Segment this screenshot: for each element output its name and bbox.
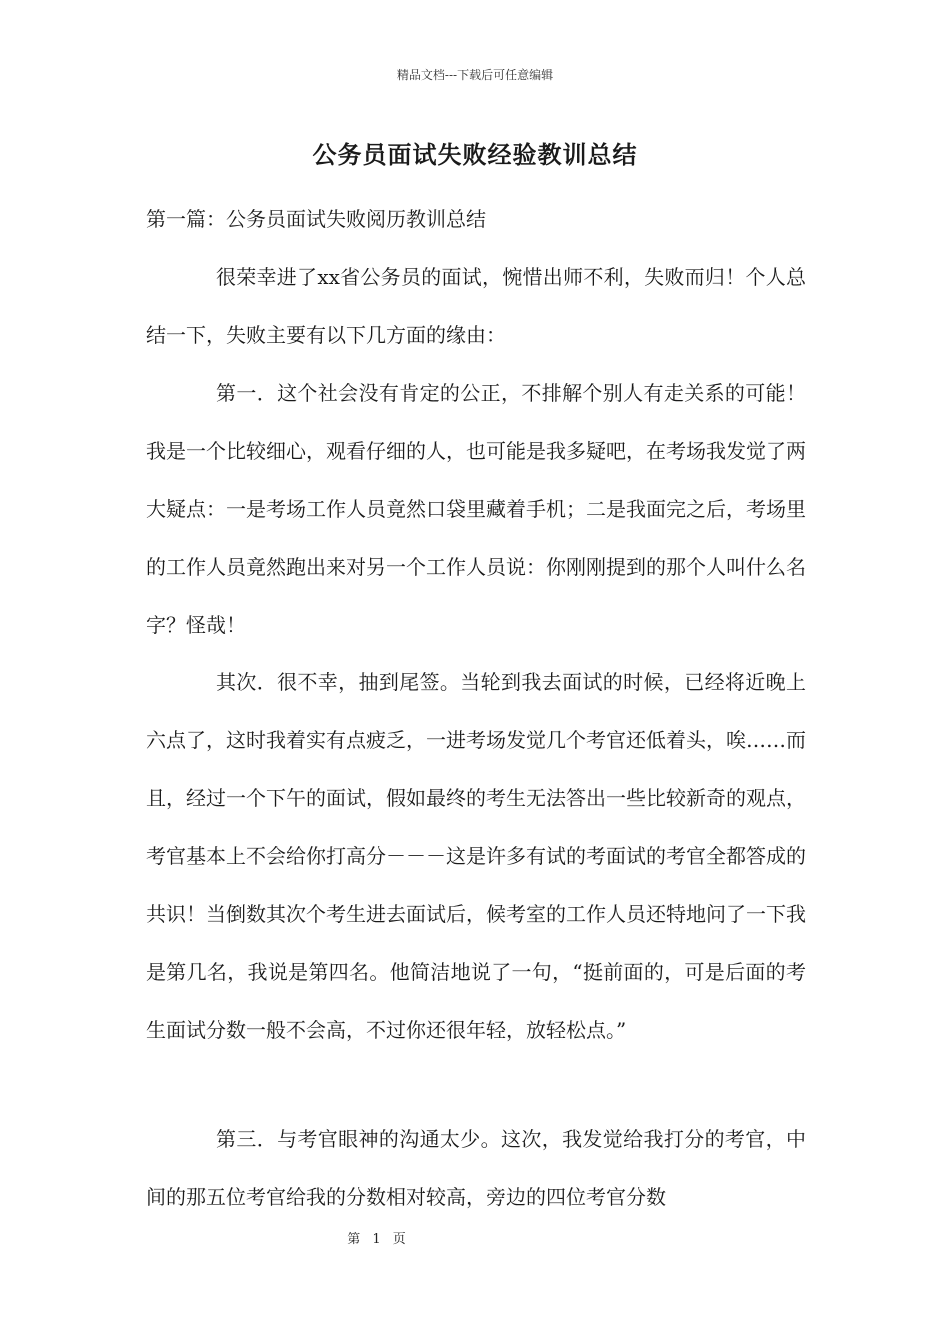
paragraph-4: 第三．与考官眼神的沟通太少。这次，我发觉给我打分的考官，中间的那五位考官给我的分数相对较高，旁边的四位考官分数: [146, 1127, 806, 1209]
paragraph-3: 其次．很不幸，抽到尾签。当轮到我去面试的时候，已经将近晚上六点了，这时我着实有点疲乏，一进考场发觉几个考官还低着头，唉……而且，经过一个下午的面试，假如最终的考生无法答出一些比较新奇的观点，考官基本上不会给你打高分－－－这是许多有试的考面试的考官全都答成的共识！当倒数其次个考生进去面试后，候考室的工作人员还特地问了一下我是第几名，我说是第四名。他简洁地说了一句，“挺前面的，可是后面的考生面试分数一般不会高，不过你还很年轻，放轻松点。”: [146, 670, 806, 1042]
footer-prefix: 第: [347, 1232, 361, 1247]
paragraph-1: 很荣幸进了xx省公务员的面试，惋惜出师不利，失败而归！个人总结一下，失败主要有以下几方面的缘由：: [146, 265, 806, 347]
body-section-1: [146, 248, 806, 364]
body-section-4: [146, 1110, 806, 1226]
body-section-3: [146, 653, 806, 1059]
body-section-2: [146, 364, 806, 654]
document-title: 公务员面试失败经验教训总结: [312, 141, 638, 169]
paragraph-2: 第一．这个社会没有肯定的公正，不排解个别人有走关系的可能！我是一个比较细心，观看仔细的人，也可能是我多疑吧，在考场我发觉了两大疑点：一是考场工作人员竟然口袋里藏着手机；二是我面完之后，考场里的工作人员竟然跑出来对另一个工作人员说：你刚刚提到的那个人叫什么名字？怪哉！: [146, 381, 806, 637]
page-number: 1: [372, 1232, 381, 1247]
page-footer: [0, 1228, 753, 1247]
footer-suffix: 页: [392, 1232, 406, 1247]
header-note: 精品文档---下载后可任意编辑: [396, 68, 554, 82]
document-subtitle: 第一篇：公务员面试失败阅历教训总结: [146, 207, 486, 231]
